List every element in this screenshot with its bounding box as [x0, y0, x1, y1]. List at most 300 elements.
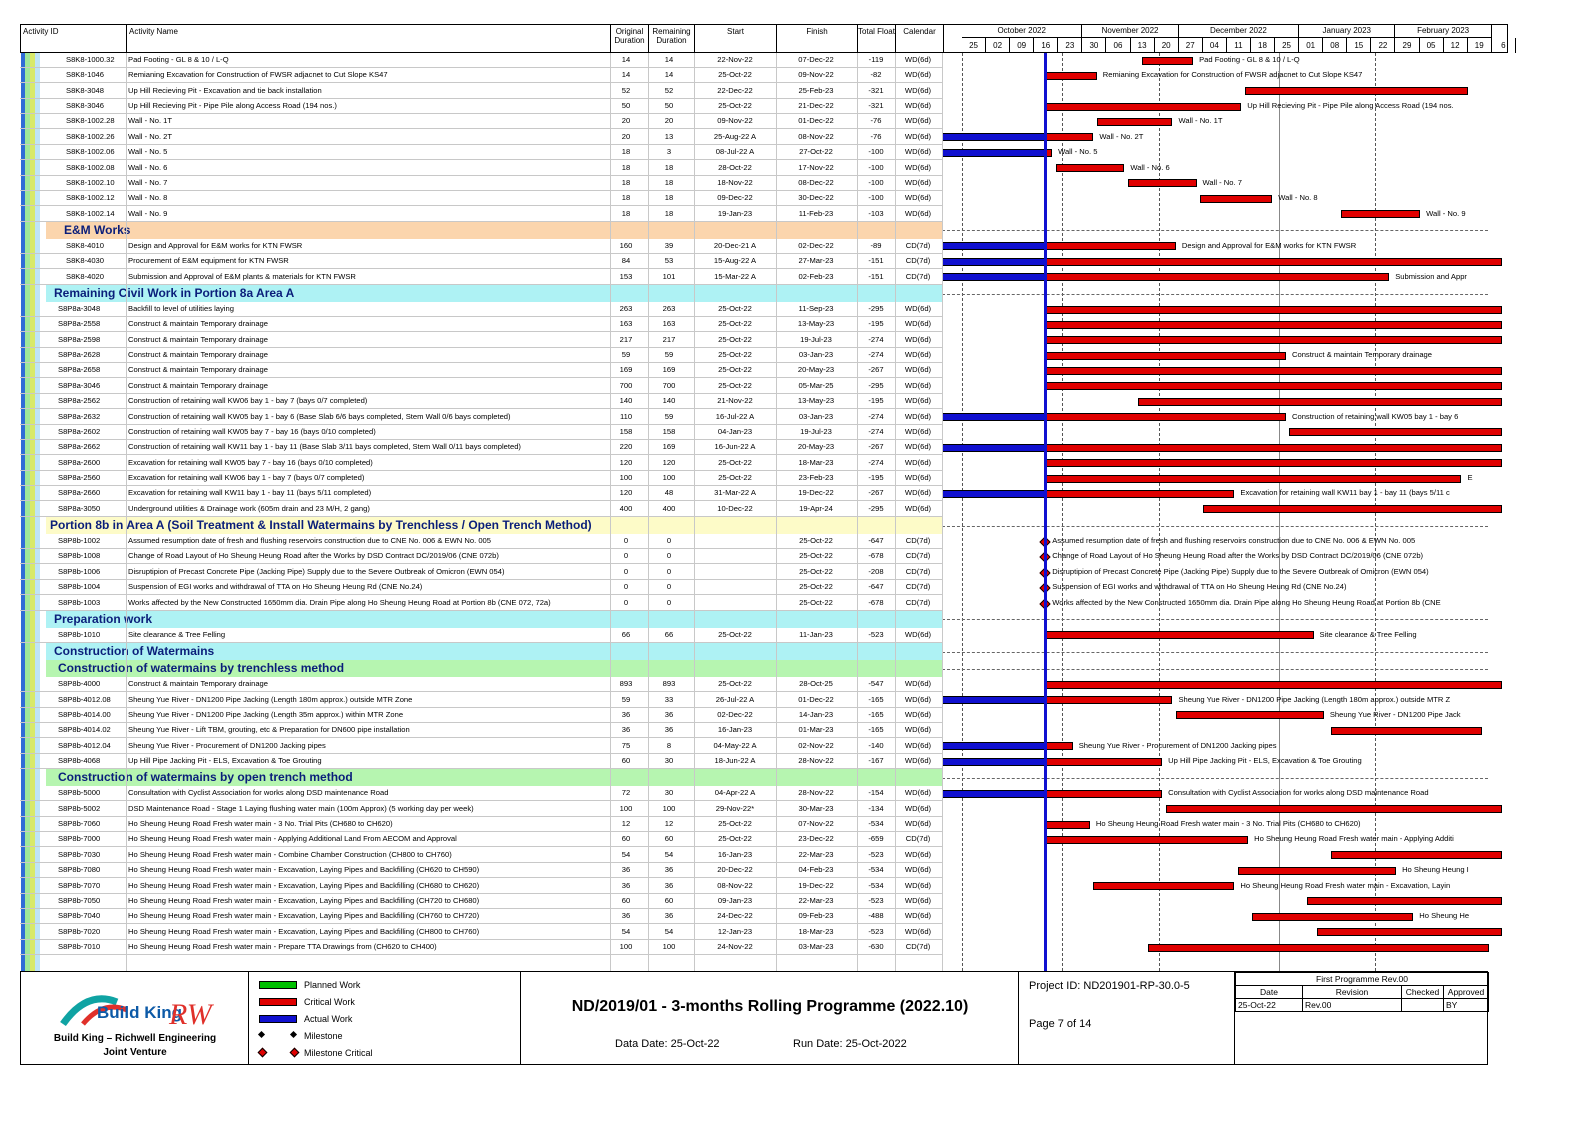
bar-label: Construction of retaining wall KW05 bay 1 - bay 6 — [1292, 411, 1459, 421]
critical-bar[interactable] — [1045, 258, 1502, 266]
original-duration: 84 — [621, 256, 631, 266]
original-duration: 140 — [619, 396, 633, 406]
start-date: 25-Oct-22 — [718, 304, 752, 314]
calendar: WD(6d) — [904, 629, 932, 639]
activity-name: Disruptipion of Precast Concrete Pipe (Jacking Pipe) Supply due to the Severe Outbreak of Omicron (EWN 054) — [128, 566, 505, 576]
critical-bar[interactable] — [1097, 118, 1173, 126]
critical-bar[interactable] — [1331, 727, 1482, 735]
activity-id: S8P8b-1004 — [58, 582, 101, 592]
critical-bar[interactable] — [1307, 897, 1502, 905]
gantt-gridline — [1062, 53, 1063, 971]
calendar: WD(6d) — [904, 803, 932, 813]
original-duration: 0 — [623, 536, 629, 546]
week-5: 30 — [1082, 38, 1106, 53]
finish-date: 09-Feb-23 — [798, 911, 834, 921]
actual-bar[interactable] — [942, 790, 1045, 798]
calendar: WD(6d) — [904, 488, 932, 498]
critical-bar[interactable] — [1045, 742, 1073, 750]
legend — [249, 972, 521, 1064]
wbs-header[interactable]: Construction of watermains by trenchless method — [46, 660, 942, 677]
table-row[interactable] — [20, 708, 942, 723]
rev-checked — [1402, 999, 1444, 1012]
critical-bar[interactable] — [1045, 382, 1502, 390]
company-logo-box — [21, 972, 249, 1064]
calendar: WD(6d) — [904, 334, 932, 344]
actual-bar[interactable] — [942, 444, 1045, 452]
finish-date: 13-May-23 — [797, 319, 835, 329]
critical-bar[interactable] — [1045, 133, 1093, 141]
week-12: 18 — [1251, 38, 1275, 53]
actual-bar[interactable] — [942, 742, 1045, 750]
table-row[interactable] — [20, 53, 942, 68]
table-row[interactable] — [20, 848, 942, 863]
remaining-duration: 36 — [664, 725, 674, 735]
table-row[interactable] — [20, 317, 942, 332]
critical-bar[interactable] — [1238, 867, 1396, 875]
start-date: 20-Dec-21 A — [713, 240, 757, 250]
actual-bar[interactable] — [942, 133, 1045, 141]
remaining-duration: 163 — [662, 319, 676, 329]
critical-bar[interactable] — [1045, 681, 1502, 689]
table-row[interactable] — [20, 502, 942, 517]
table-row[interactable] — [20, 802, 942, 817]
activity-name: Construction of retaining wall KW05 bay 1 - bay 6 (Base Slab 6/6 bays completed, Stem Wall 0/6 bays completed) — [128, 411, 511, 421]
remaining-duration: 48 — [664, 488, 674, 498]
bar-label: Assumed resumption date of fresh and flushing reservoirs construction due to CNE No. 006 & EWN No. 005 — [1052, 536, 1416, 546]
table-row[interactable] — [20, 84, 942, 99]
finish-date: 07-Nov-22 — [798, 819, 834, 829]
header-start[interactable]: Start — [695, 25, 777, 53]
table-row[interactable] — [20, 786, 942, 801]
table-row[interactable] — [20, 363, 942, 378]
critical-bar[interactable] — [1093, 882, 1234, 890]
bar-label: Wall - No. 8 — [1278, 193, 1318, 203]
total-float: -630 — [868, 942, 884, 951]
activity-name: Construction of retaining wall KW06 bay 1 - bay 7 (bays 0/7 completed) — [128, 396, 368, 406]
critical-bar[interactable] — [1045, 475, 1461, 483]
calendar: WD(6d) — [904, 426, 932, 436]
finish-date: 09-Nov-22 — [798, 70, 834, 80]
critical-bar[interactable] — [1045, 821, 1090, 829]
critical-bar[interactable] — [1045, 790, 1162, 798]
bar-label: Ho Sheung Heung Road Fresh water main - Applying Additi — [1254, 834, 1454, 844]
finish-date: 03-Jan-23 — [798, 411, 834, 421]
activity-id: S8P8b-4012.08 — [58, 694, 111, 704]
original-duration: 54 — [621, 849, 631, 859]
total-float: -100 — [868, 177, 884, 187]
table-row[interactable] — [20, 425, 942, 440]
critical-bar[interactable] — [1045, 321, 1502, 329]
activity-id: S8P8b-1003 — [58, 597, 101, 607]
actual-bar[interactable] — [942, 258, 1045, 266]
calendar: WD(6d) — [904, 147, 932, 157]
original-duration: 18 — [621, 193, 631, 203]
activity-name: Wall - No. 2T — [128, 131, 173, 141]
actual-bar[interactable] — [942, 758, 1045, 766]
actual-bar[interactable] — [942, 490, 1045, 498]
activity-name: Excavation for retaining wall KW05 bay 7 - bay 16 (bays 0/10 completed) — [128, 457, 373, 467]
calendar: WD(6d) — [904, 70, 932, 80]
activity-id: S8P8b-7050 — [58, 895, 101, 905]
rev-date: 25-Oct-22 — [1236, 999, 1303, 1012]
start-date: 16-Jan-23 — [717, 849, 753, 859]
table-row[interactable] — [20, 549, 942, 564]
table-row[interactable] — [20, 739, 942, 754]
remaining-duration: 36 — [664, 911, 674, 921]
gantt-group-line — [942, 669, 1488, 670]
finish-date: 02-Dec-22 — [798, 240, 834, 250]
activity-id: S8P8b-7060 — [58, 819, 101, 829]
table-row[interactable] — [20, 596, 942, 611]
activity-name: Underground utilities & Drainage work (605m drain and 23 M/H, 2 gang) — [128, 503, 370, 513]
critical-bar[interactable] — [1142, 57, 1194, 65]
column-divider — [942, 53, 943, 971]
remaining-duration: 36 — [664, 880, 674, 890]
table-row[interactable] — [20, 207, 942, 222]
total-float: -208 — [868, 566, 884, 576]
calendar: CD(7d) — [905, 551, 931, 561]
finish-date: 17-Nov-22 — [798, 162, 834, 172]
table-row[interactable] — [20, 130, 942, 145]
activity-name: Consultation with Cyclist Association for works along DSD maintenance Road — [128, 788, 389, 798]
calendar: WD(6d) — [904, 457, 932, 467]
actual-bar[interactable] — [942, 242, 1045, 250]
wbs-header[interactable]: E&M Works — [46, 222, 942, 239]
original-duration: 893 — [619, 679, 633, 689]
table-row[interactable] — [20, 239, 942, 254]
header-activity-id[interactable]: Activity ID — [21, 25, 127, 53]
bar-label: Wall - No. 7 — [1202, 177, 1242, 187]
start-date: 04-Apr-22 A — [714, 788, 756, 798]
critical-bar[interactable] — [1045, 103, 1241, 111]
critical-bar[interactable] — [1045, 836, 1248, 844]
bar-label: Sheung Yue River - DN1200 Pipe Jacking (Length 180m approx.) outside MTR Z — [1178, 694, 1451, 704]
critical-bar[interactable] — [1056, 164, 1125, 172]
activity-name: Wall - No. 5 — [128, 147, 168, 157]
table-row[interactable] — [20, 909, 942, 924]
activity-name: Ho Sheung Heung Road Fresh water main - Excavation, Laying Pipes and Backfilling (CH760 to CH720) — [128, 911, 480, 921]
table-row[interactable] — [20, 940, 942, 955]
original-duration: 217 — [619, 334, 633, 344]
finish-date: 25-Oct-22 — [799, 551, 833, 561]
table-row[interactable] — [20, 191, 942, 206]
remaining-duration: 100 — [662, 473, 676, 482]
table-row[interactable] — [20, 394, 942, 409]
bar-label: Suspension of EGI works and withdrawal of TTA on Ho Sheung Heung Rd (CNE No.24) — [1052, 582, 1347, 592]
table-row[interactable] — [20, 456, 942, 471]
table-row[interactable] — [20, 693, 942, 708]
table-row[interactable] — [20, 348, 942, 363]
start-date: 25-Oct-22 — [718, 334, 752, 344]
activity-id: S8P8a-2662 — [58, 442, 101, 452]
activity-id: S8K8-1002.26 — [66, 131, 115, 141]
start-date: 08-Jul-22 A — [715, 147, 755, 157]
activity-name: Construct & maintain Temporary drainage — [128, 380, 268, 390]
table-row[interactable] — [20, 145, 942, 160]
gantt-gridline — [962, 53, 963, 971]
activity-name: Excavation for retaining wall KW06 bay 1 - bay 7 (bays 0/7 completed) — [128, 473, 365, 482]
critical-bar[interactable] — [1138, 398, 1502, 406]
start-date: 25-Oct-22 — [718, 319, 752, 329]
start-date: 25-Oct-22 — [718, 834, 752, 844]
column-divider — [857, 53, 858, 971]
logo-text: Build King — [97, 1003, 182, 1022]
critical-bar[interactable] — [1045, 490, 1234, 498]
remaining-duration: 59 — [664, 350, 674, 360]
activity-id: S8P8a-3048 — [58, 304, 101, 314]
activity-name: Submission and Approval of E&M plants & materials for KTN FWSR — [128, 271, 356, 281]
critical-bar[interactable] — [1045, 413, 1286, 421]
header-calendar[interactable]: Calendar — [896, 25, 944, 53]
start-date: 16-Jul-22 A — [715, 411, 755, 421]
critical-bar[interactable] — [1341, 210, 1420, 218]
activity-name: Site clearance & Tree Felling — [128, 629, 226, 639]
original-duration: 18 — [621, 162, 631, 172]
critical-bar[interactable] — [1045, 367, 1502, 375]
table-row[interactable] — [20, 471, 942, 486]
calendar: WD(6d) — [904, 849, 932, 859]
week-21: 19 — [1468, 38, 1492, 53]
table-row[interactable] — [20, 161, 942, 176]
table-row[interactable] — [20, 863, 942, 878]
activity-id: S8P8b-7040 — [58, 911, 101, 921]
table-row[interactable] — [20, 270, 942, 285]
table-row[interactable] — [20, 565, 942, 580]
calendar: CD(7d) — [905, 597, 931, 607]
gantt-group-line — [942, 230, 1488, 231]
original-duration: 14 — [621, 70, 631, 80]
table-row[interactable] — [20, 754, 942, 769]
gantt-group-line — [942, 526, 1488, 527]
wbs-header[interactable]: Preparation work — [46, 611, 942, 628]
week-20: 12 — [1444, 38, 1468, 53]
remaining-duration: 59 — [664, 411, 674, 421]
finish-date: 01-Dec-22 — [798, 694, 834, 704]
bar-label: Submission and Appr — [1395, 271, 1467, 281]
remaining-duration: 100 — [662, 803, 676, 813]
activity-name: Ho Sheung Heung Road Fresh water main - Applying Additional Land From AECOM and Approval — [128, 834, 457, 844]
table-row[interactable] — [20, 677, 942, 692]
total-float: -678 — [868, 597, 884, 607]
original-duration: 52 — [621, 85, 631, 95]
table-row[interactable] — [20, 832, 942, 847]
original-duration: 75 — [621, 740, 631, 750]
calendar: WD(6d) — [904, 694, 932, 704]
week-19: 05 — [1420, 38, 1444, 53]
activity-id: S8P8b-1010 — [58, 629, 101, 639]
calendar: CD(7d) — [905, 942, 931, 951]
critical-bar[interactable] — [1045, 444, 1502, 452]
wbs-header[interactable]: Portion 8b in Area A (Soil Treatment & Install Watermains by Trenchless / Open Trench Method) — [46, 517, 942, 534]
table-row[interactable] — [20, 879, 942, 894]
total-float: -89 — [870, 240, 882, 250]
table-row[interactable] — [20, 68, 942, 83]
calendar: WD(6d) — [904, 177, 932, 187]
start-date: 20-Dec-22 — [717, 865, 753, 875]
legend-planned-label: Planned Work — [304, 980, 361, 990]
activity-name: Change of Road Layout of Ho Sheung Heung Road after the Works by DSD Contract DC/2019/06 (CNE 072b) — [128, 551, 499, 561]
critical-bar[interactable] — [1045, 72, 1097, 80]
total-float: -295 — [868, 304, 884, 314]
original-duration: 100 — [619, 473, 633, 482]
activity-name: Design and Approval for E&M works for KTN FWSR — [128, 240, 303, 250]
activity-name: Construct & maintain Temporary drainage — [128, 679, 268, 689]
original-duration: 700 — [619, 380, 633, 390]
critical-bar[interactable] — [1045, 631, 1313, 639]
calendar: WD(6d) — [904, 193, 932, 203]
actual-bar[interactable] — [942, 273, 1045, 281]
critical-bar[interactable] — [1045, 336, 1502, 344]
table-row[interactable] — [20, 302, 942, 317]
critical-bar[interactable] — [1166, 805, 1502, 813]
week-0: 25 — [962, 38, 986, 53]
activity-name: Remianing Excavation for Construction of FWSR adjacnet to Cut Slope KS47 — [128, 70, 388, 80]
table-row[interactable] — [20, 440, 942, 455]
bar-label: Wall - No. 6 — [1130, 162, 1170, 172]
original-duration: 263 — [619, 304, 633, 314]
rev-col-checked: Checked — [1402, 986, 1444, 999]
start-date: 31-Mar-22 A — [714, 488, 756, 498]
critical-bar[interactable] — [1045, 696, 1172, 704]
month-4: February 2023 — [1395, 25, 1491, 38]
table-row[interactable] — [20, 628, 942, 643]
activity-id: S8K8-1046 — [66, 70, 104, 80]
table-row[interactable] — [20, 379, 942, 394]
critical-bar[interactable] — [1176, 711, 1324, 719]
activity-name: Sheung Yue River - DN1200 Pipe Jacking (Length 35m approx.) within MTR Zone — [128, 709, 404, 719]
calendar: CD(7d) — [905, 834, 931, 844]
critical-bar[interactable] — [1200, 195, 1272, 203]
remaining-duration: 140 — [662, 396, 676, 406]
rev-col-date: Date — [1236, 986, 1303, 999]
finish-date: 28-Nov-22 — [798, 788, 834, 798]
table-row[interactable] — [20, 580, 942, 595]
legend-critical-swatch — [259, 998, 297, 1006]
remaining-duration: 400 — [662, 503, 676, 513]
activity-name: Sheung Yue River - Procurement of DN1200 Jacking pipes — [128, 740, 326, 750]
table-row[interactable] — [20, 176, 942, 191]
critical-bar[interactable] — [1252, 913, 1414, 921]
activity-name: Sheung Yue River - DN1200 Pipe Jacking (Length 180m approx.) outside MTR Zone — [128, 694, 413, 704]
activity-id: S8K8-1000.32 — [66, 55, 115, 64]
critical-bar[interactable] — [1045, 459, 1502, 467]
table-row[interactable] — [20, 410, 942, 425]
start-date: 25-Oct-22 — [718, 457, 752, 467]
remaining-duration: 18 — [664, 208, 674, 218]
critical-bar[interactable] — [1245, 87, 1469, 95]
total-float: -195 — [868, 473, 884, 482]
finish-date: 01-Dec-22 — [798, 116, 834, 126]
start-date: 09-Dec-22 — [717, 193, 753, 203]
critical-bar[interactable] — [1148, 944, 1489, 952]
activity-name: Construct & maintain Temporary drainage — [128, 365, 268, 375]
calendar: WD(6d) — [904, 473, 932, 482]
activity-name: Construction of retaining wall KW11 bay 1 - bay 11 (Base Slab 3/11 bays completed, Stem Wall 0/11 bays completed) — [128, 442, 521, 452]
table-row[interactable] — [20, 925, 942, 940]
remaining-duration: 0 — [666, 566, 672, 576]
table-row[interactable] — [20, 486, 942, 501]
gantt-group-line — [942, 619, 1488, 620]
page-number: Page 7 of 14 — [1029, 1018, 1092, 1030]
total-float: -195 — [868, 319, 884, 329]
table-row[interactable] — [20, 817, 942, 832]
activity-name: Backfill to level of utilities laying — [128, 304, 234, 314]
activity-id: S8P8b-7030 — [58, 849, 101, 859]
start-date: 25-Oct-22 — [718, 350, 752, 360]
header-original-duration[interactable]: Original Duration — [611, 25, 649, 53]
critical-bar[interactable] — [1331, 851, 1502, 859]
gantt-group-line — [942, 778, 1488, 779]
table-row[interactable] — [20, 333, 942, 348]
header-finish[interactable]: Finish — [777, 25, 858, 53]
wbs-header[interactable]: Construction of Watermains — [46, 643, 942, 660]
milestone-icon — [258, 1031, 265, 1038]
actual-bar[interactable] — [942, 696, 1045, 704]
critical-bar[interactable] — [1045, 758, 1162, 766]
actual-bar[interactable] — [942, 149, 1045, 157]
finish-date: 19-Apr-24 — [799, 503, 833, 513]
critical-bar[interactable] — [1045, 242, 1176, 250]
table-row[interactable] — [20, 723, 942, 738]
remaining-duration: 30 — [664, 756, 674, 766]
actual-bar[interactable] — [942, 413, 1045, 421]
total-float: -321 — [868, 85, 884, 95]
remaining-duration: 100 — [662, 942, 676, 951]
critical-bar[interactable] — [1317, 928, 1502, 936]
table-row[interactable] — [20, 114, 942, 129]
calendar: WD(6d) — [904, 162, 932, 172]
total-float: -274 — [868, 334, 884, 344]
total-float: -274 — [868, 426, 884, 436]
table-row[interactable] — [20, 99, 942, 114]
activity-id: S8P8b-4012.04 — [58, 740, 111, 750]
start-date: 18-Jun-22 A — [714, 756, 756, 766]
header-total-float[interactable]: Total Float — [858, 25, 896, 53]
critical-bar[interactable] — [1045, 306, 1502, 314]
finish-date: 28-Nov-22 — [798, 756, 834, 766]
critical-bar[interactable] — [1203, 505, 1502, 513]
critical-bar[interactable] — [1128, 179, 1197, 187]
total-float: -534 — [868, 819, 884, 829]
activity-name: Ho Sheung Heung Road Fresh water main - Excavation, Laying Pipes and Backfilling (CH800 to CH760) — [128, 926, 480, 936]
critical-bar[interactable] — [1289, 428, 1502, 436]
start-date: 26-Jul-22 A — [715, 694, 755, 704]
critical-bar[interactable] — [1045, 352, 1286, 360]
finish-date: 19-Jul-23 — [800, 426, 832, 436]
calendar: CD(7d) — [905, 271, 931, 281]
table-row[interactable] — [20, 534, 942, 549]
legend-planned-swatch — [259, 981, 297, 989]
critical-bar[interactable] — [1045, 273, 1389, 281]
calendar: WD(6d) — [904, 911, 932, 921]
revision-heading: First Programme Rev.00 — [1236, 973, 1489, 986]
remaining-duration: 36 — [664, 709, 674, 719]
original-duration: 100 — [619, 803, 633, 813]
total-float: -76 — [870, 131, 882, 141]
header-remaining-duration[interactable]: Remaining Duration — [649, 25, 695, 53]
activity-name: Excavation for retaining wall KW11 bay 1 - bay 11 (bays 5/11 completed) — [128, 488, 372, 498]
remaining-duration: 33 — [664, 694, 674, 704]
header-activity-name[interactable]: Activity Name — [127, 25, 611, 53]
activity-id: S8P8b-1002 — [58, 536, 101, 546]
total-float: -523 — [868, 849, 884, 859]
wbs-header[interactable]: Remaining Civil Work in Portion 8a Area A — [46, 285, 942, 302]
table-row[interactable] — [20, 894, 942, 909]
start-date: 25-Oct-22 — [718, 679, 752, 689]
wbs-header[interactable]: Construction of watermains by open trench method — [46, 769, 942, 786]
table-row[interactable] — [20, 254, 942, 269]
gantt-chart — [942, 53, 1488, 971]
